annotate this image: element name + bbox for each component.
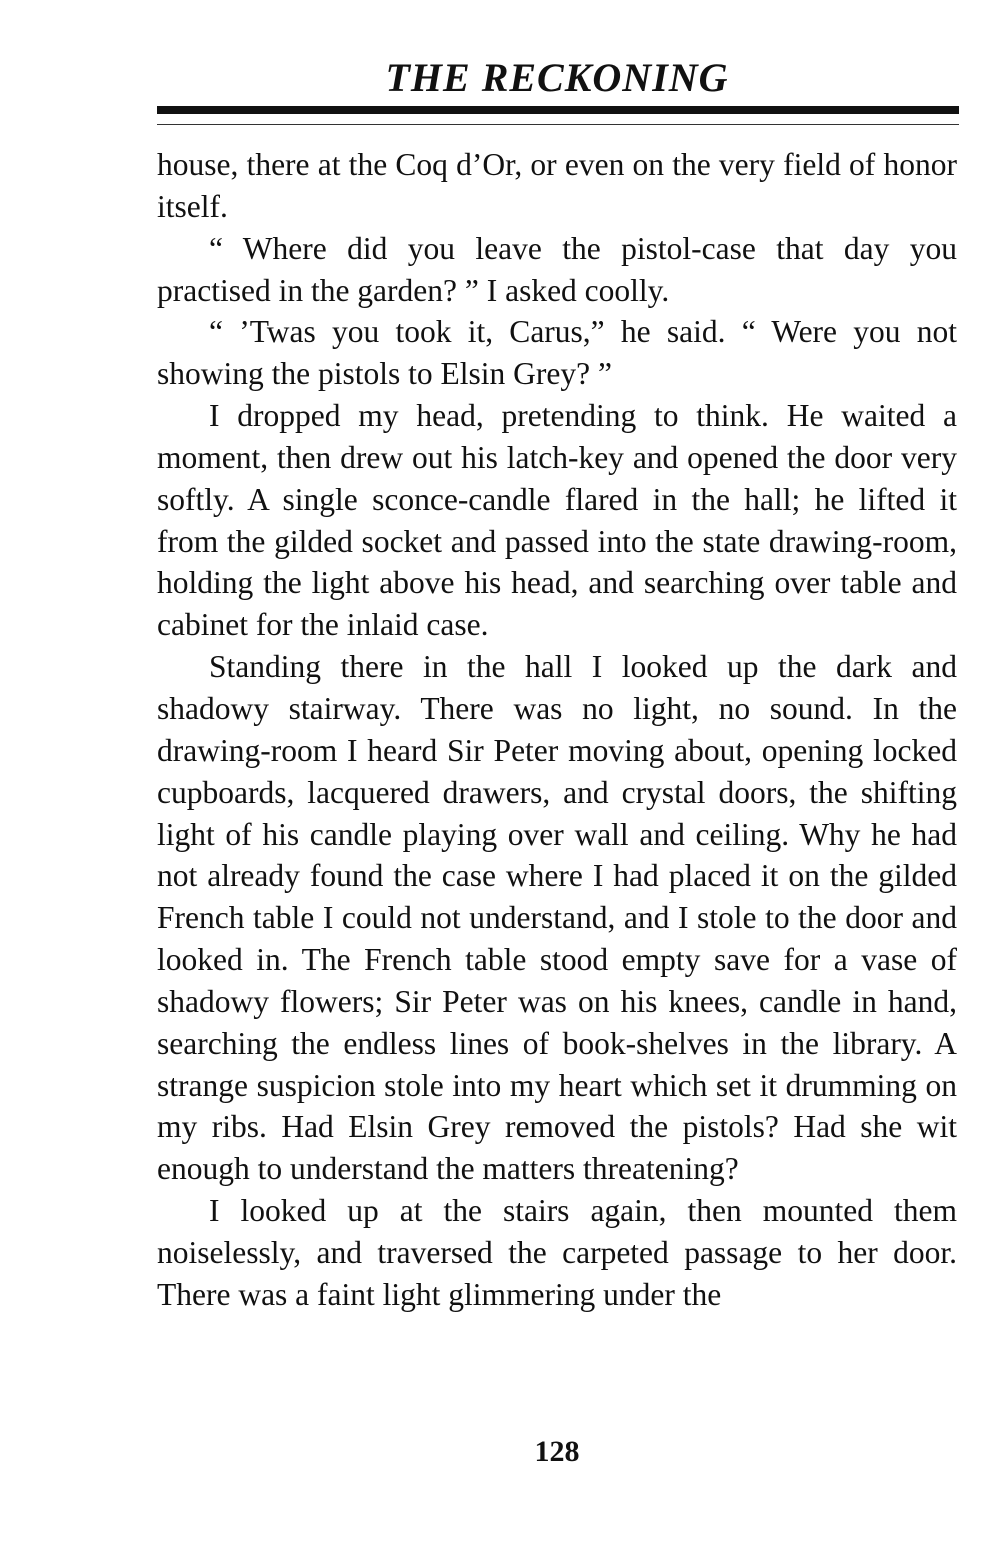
paragraph-continued: house, there at the Coq d’Or, or even on the very field of honor itself. bbox=[157, 147, 957, 224]
running-title: THE RECKONING bbox=[385, 55, 729, 100]
paragraph: “ ’Twas you took it, Carus,” he said. “ Were you not showing the pistols to Elsin Grey? ” bbox=[157, 314, 957, 392]
paragraph: I looked up at the stairs again, then mounted them noiselessly, and traversed the carpeted passage to her door. There was a faint light glimmering under the bbox=[157, 1193, 957, 1312]
header-rule-thick bbox=[157, 106, 959, 114]
paragraph: I dropped my head, pretending to think. He waited a moment, then drew out his latch-key and opened the door very softly. A single sconce-candle flared in the hall; he lifted it from the gilded socket and passed into the state drawing-room, holding the light above his head, and searching over table and cabinet for the inlaid case. bbox=[157, 398, 957, 643]
paragraph: “ Where did you leave the pistol-case that day you practised in the garden? ” I asked coolly. bbox=[157, 230, 957, 308]
paragraph: Standing there in the hall I looked up the dark and shadowy stairway. There was no light, no sound. In the drawing-room I heard Sir Peter moving about, opening locked cupboards, lacquered drawers, and crystal doors, the shifting light of his candle playing over wall and ceiling. Why he had not already found the case where I had placed it on the gilded French table I could not understand, and I stole to the door and looked in. The French table stood empty save for a vase of shadowy flowers; Sir Peter was on his knees, candle in hand, searching the endless lines of book-shelves in the library. A strange suspicion stole into my heart which set it drumming on my ribs. Had Elsin Grey removed the pistols? Had she wit enough to understand the matters threatening? bbox=[157, 649, 957, 1187]
book-page bbox=[157, 0, 957, 1568]
page-number: 128 bbox=[534, 1435, 580, 1468]
header-rule-thin bbox=[157, 124, 959, 125]
body-text bbox=[157, 144, 957, 1316]
